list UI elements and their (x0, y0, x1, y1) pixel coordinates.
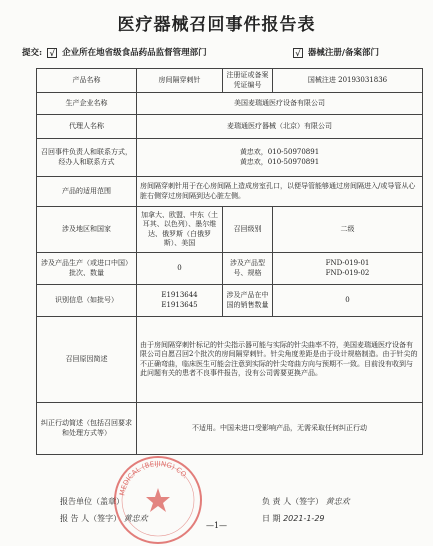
region-value: 加拿大、欧盟、中东（土耳其、以色列）、墨尔维达、俄罗斯（白俄罗斯）、美国 (137, 207, 223, 253)
table-row (37, 139, 423, 177)
submit-label: 提交: (22, 48, 43, 58)
action-label: 纠正行动简述（包括召回要求和处理方式等） (37, 403, 137, 455)
action-value: 不适用。中国未进口受影响产品，无需采取任何纠正行动 (137, 403, 423, 455)
lot-value-1: E1913644 (161, 291, 198, 300)
china-quantity-label: 涉及产品在中国的销售数量 (223, 285, 273, 317)
reporter-signature: 黄忠欢 (123, 514, 148, 523)
table-row (37, 285, 423, 317)
registration-label: 注册证或备案凭证编号 (223, 69, 273, 93)
page-number: —1— (205, 521, 228, 530)
table-row (37, 403, 423, 455)
table-row (37, 317, 423, 403)
table-row (37, 207, 423, 253)
table-row (37, 177, 423, 207)
report-unit-label: 报告单位（盖章） (60, 497, 124, 506)
level-label: 召回级别 (223, 207, 273, 253)
contact-label: 召回事件负责人和联系方式，经办人和联系方式 (37, 139, 137, 177)
table-row (37, 93, 423, 115)
use-value: 房间隔穿刺针用于在心房间隔上造成房室孔口，以便导管能够通过房间隔进入/或导管从心脏右侧穿过房间隔到达心脏左侧。 (137, 177, 423, 207)
date-value: 2021-1-29 (283, 514, 325, 523)
checkbox-registration[interactable]: √ (293, 48, 303, 58)
manufacturer-value: 美国麦瑞通医疗设备有限公司 (137, 93, 423, 115)
submit-right (291, 46, 379, 58)
svg-text:MEDICAL (BEIJING) CO. (118, 460, 189, 496)
model-label: 涉及产品型号、规格 (223, 253, 273, 285)
quantity-value: 0 (137, 253, 223, 285)
reason-value: 由于房间隔穿刺针标记的针尖指示器可能与实际的针尖曲率不符，美国麦瑞通医疗设备有限公司自愿召回2个批次的房间隔穿刺针。针尖角度差距是由于设计规格制造。由于针尖的不正确弯曲，临床医生可能会注意到实际的针尖弯曲方向与预期不一致。目前没有收到与此问题有关的患者不良事件报告，没有公司需要更换产品。 (137, 317, 423, 403)
table-row (37, 115, 423, 139)
submit-provincial-text: 企业所在地省级食品药品监督管理部门 (62, 48, 207, 58)
lot-label: 识别信息（如批号） (37, 285, 137, 317)
lot-value (137, 285, 223, 317)
reporter-label: 报 告 人（签字） (60, 514, 122, 523)
product-name-value: 房间隔穿刺针 (137, 69, 223, 93)
model-value (273, 253, 423, 285)
page-title: 医疗器械召回事件报告表 (117, 15, 316, 35)
responsible-signature: 黄忠欢 (325, 497, 350, 506)
region-label: 涉及地区和国家 (37, 207, 137, 253)
contact-value (137, 139, 423, 177)
manufacturer-label: 生产企业名称 (37, 93, 137, 115)
model-value-2: FND-019-02 (325, 268, 370, 277)
agent-value: 麦瑞通医疗器械（北京）有限公司 (137, 115, 423, 139)
contact-value-2: 黄忠欢，010-50970891 (239, 157, 320, 166)
agent-label: 代理人名称 (37, 115, 137, 139)
table-row (37, 69, 423, 93)
reason-label: 召回原因简述 (37, 317, 137, 403)
level-value: 二级 (273, 207, 423, 253)
lot-value-2: E1913645 (161, 300, 198, 309)
checkbox-provincial[interactable]: √ (47, 48, 57, 58)
registration-value: 国械注进 20193031836 (273, 69, 423, 93)
table-row (37, 253, 423, 285)
quantity-label: 涉及产品生产（或进口中国）批次、数量 (37, 253, 137, 285)
recall-form-table (36, 68, 423, 455)
date-label: 日 期 (262, 514, 281, 523)
seal-text: MEDICAL (BEIJING) CO. (118, 459, 190, 497)
contact-value-1: 黄忠欢，010-50970891 (239, 148, 320, 157)
china-quantity-value: 0 (273, 285, 423, 317)
submit-registration-text: 器械注册/备案部门 (307, 48, 379, 58)
responsible-label: 负 责 人（签字） (262, 497, 324, 506)
use-label: 产品的适用范围 (37, 177, 137, 207)
submit-left (22, 46, 207, 58)
product-name-label: 产品名称 (37, 69, 137, 93)
model-value-1: FND-019-01 (325, 259, 370, 268)
submit-row (14, 42, 419, 62)
